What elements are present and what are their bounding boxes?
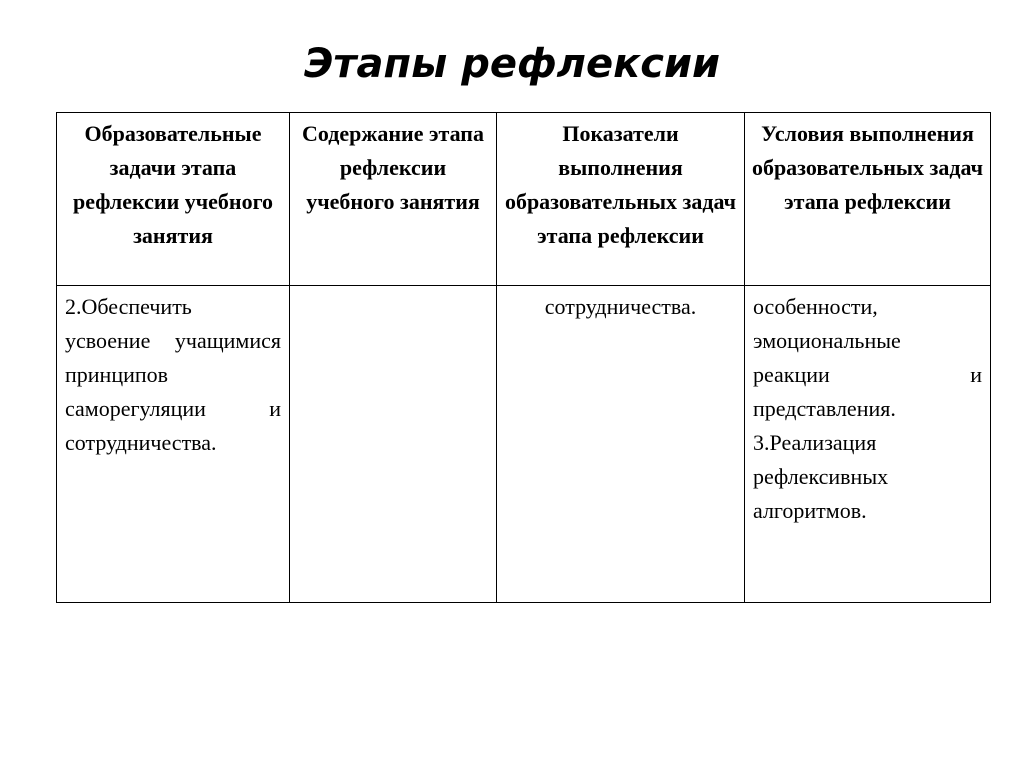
header-performance-conditions: Условия выполнения образовательных задач этапа рефлексии — [745, 113, 991, 286]
cell-performance-indicators — [497, 286, 745, 603]
reflection-stages-table — [56, 112, 991, 603]
cell-text: особенности, эмоциональные — [753, 294, 901, 353]
slide-title: Этапы рефлексии — [303, 41, 721, 87]
header-stage-content: Содержание этапа рефлексии учебного занятия — [290, 113, 497, 286]
cell-justified-line — [753, 358, 982, 392]
cell-text: сотрудничества. — [544, 294, 697, 319]
cell-text: представления. — [753, 396, 896, 421]
cell-word: реакции — [753, 362, 830, 387]
cell-text: 2.Обеспечить усвоение учащимися принципов — [65, 294, 281, 387]
table-header-row — [57, 113, 991, 286]
table-row — [57, 286, 991, 603]
cell-educational-tasks — [57, 286, 290, 603]
cell-text: сотрудничества. — [65, 430, 217, 455]
cell-text: 3.Реализация рефлексивных алгоритмов. — [753, 430, 889, 523]
cell-justified-line — [65, 392, 281, 426]
cell-word: саморегуляции — [65, 396, 206, 421]
cell-stage-content — [290, 286, 497, 603]
header-performance-indicators: Показатели выполнения образовательных задач этапа рефлексии — [497, 113, 745, 286]
cell-performance-conditions — [745, 286, 991, 603]
cell-word: и — [269, 396, 281, 421]
header-educational-tasks: Образовательные задачи этапа рефлексии учебного занятия — [57, 113, 290, 286]
cell-word: и — [970, 362, 982, 387]
